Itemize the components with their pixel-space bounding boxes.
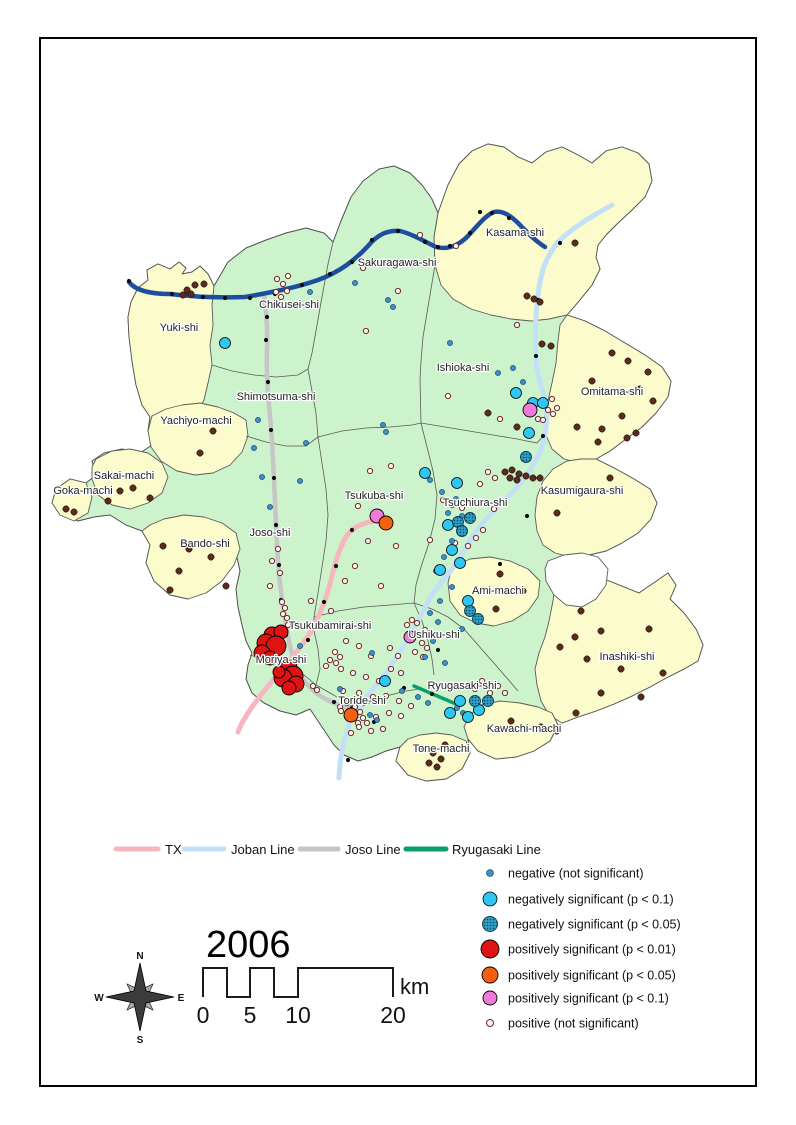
point-neg_ns [297, 478, 302, 483]
point-neg_p05 [483, 696, 494, 707]
point-brown [557, 644, 563, 650]
point-pos_ns [363, 674, 368, 679]
point-brown [595, 439, 601, 445]
point-neg_ns [447, 340, 452, 345]
point-brown [624, 435, 630, 441]
station-dot [277, 563, 281, 567]
point-pos_ns [352, 563, 357, 568]
point-pos_ns [465, 543, 470, 548]
station-dot [223, 296, 227, 300]
point-brown [438, 756, 444, 762]
station-dot [306, 638, 310, 642]
point-neg_ns [449, 538, 454, 543]
municipality-label: Ami-machi [472, 585, 524, 597]
point-neg_ns [390, 304, 395, 309]
point-legend-label: negatively significant (p < 0.1) [508, 892, 674, 907]
point-pos_ns [338, 708, 343, 713]
point-pos_ns [473, 535, 478, 540]
point-neg_p10 [511, 388, 522, 399]
point-brown [514, 424, 520, 430]
municipality-label: Bando-shi [180, 538, 230, 550]
point-pos_ns [386, 710, 391, 715]
point-neg_p10 [463, 712, 474, 723]
point-pos_ns [554, 405, 559, 410]
station-dot [328, 272, 332, 276]
point-legend-icon-pos_p01 [481, 940, 499, 958]
point-pos_p05 [344, 708, 358, 722]
point-neg_ns [255, 417, 260, 422]
point-brown [167, 587, 173, 593]
point-brown [434, 764, 440, 770]
point-legend-label: positively significant (p < 0.01) [508, 942, 676, 957]
point-neg_ns [439, 489, 444, 494]
rail-legend-label: Ryugasaki Line [452, 842, 541, 857]
municipality-label: Kawachi-machi [486, 723, 562, 735]
point-neg_ns [380, 422, 385, 427]
point-neg_p10 [220, 338, 231, 349]
point-pos_ns [363, 328, 368, 333]
municipality-label: Tone-machi [412, 743, 470, 755]
point-brown [638, 694, 644, 700]
point-pos_ns [314, 687, 319, 692]
point-brown [660, 670, 666, 676]
municipality-label: Ushiku-shi [408, 629, 460, 641]
point-pos_ns [393, 543, 398, 548]
point-legend-icon-neg_ns [487, 870, 494, 877]
point-legend-label: negative (not significant) [508, 866, 644, 881]
municipality-label: Tsukubamirai-shi [288, 620, 372, 632]
point-brown [537, 299, 543, 305]
point-brown [192, 282, 198, 288]
point-brown [539, 341, 545, 347]
station-dot [201, 295, 205, 299]
point-pos_ns [480, 527, 485, 532]
point-neg_p10 [538, 398, 549, 409]
rail-legend-label: TX [165, 842, 182, 857]
station-dot [266, 380, 270, 384]
point-brown [71, 509, 77, 515]
station-dot [558, 241, 562, 245]
point-pos_ns [273, 289, 278, 294]
point-neg_ns [415, 694, 420, 699]
compass-south-label: S [136, 1035, 144, 1046]
point-brown [223, 583, 229, 589]
point-neg_ns [352, 280, 357, 285]
station-dot [248, 296, 252, 300]
point-neg_ns [251, 445, 256, 450]
point-brown [105, 498, 111, 504]
point-neg_ns [437, 598, 442, 603]
point-neg_p10 [380, 676, 391, 687]
municipality-label: Yuki-shi [159, 322, 199, 334]
station-dot [468, 231, 472, 235]
point-brown [618, 666, 624, 672]
point-brown [572, 240, 578, 246]
point-neg_ns [495, 370, 500, 375]
municipality-label: Sakai-machi [93, 470, 155, 482]
scale-unit-label: km [400, 974, 430, 999]
point-legend-icon-pos_ns [487, 1020, 494, 1027]
point-legend-label: positive (not significant) [508, 1016, 639, 1031]
point-brown [502, 469, 508, 475]
point-neg_ns [427, 610, 432, 615]
point-brown [147, 495, 153, 501]
station-dot [350, 528, 354, 532]
station-dot [478, 210, 482, 214]
point-brown [514, 477, 520, 483]
point-pos_ns [350, 670, 355, 675]
point-neg_ns [520, 379, 525, 384]
point-pos_ns [282, 605, 287, 610]
point-brown [524, 293, 530, 299]
station-dot [430, 692, 434, 696]
point-pos_ns [550, 411, 555, 416]
point-pos_ns [267, 583, 272, 588]
municipality-label: Ishioka-shi [436, 362, 490, 374]
municipality-label: Tsukuba-shi [344, 490, 404, 502]
point-pos_ns [535, 416, 540, 421]
point-neg_p05 [470, 696, 481, 707]
point-brown [523, 473, 529, 479]
point-brown [531, 296, 537, 302]
point-brown [646, 626, 652, 632]
station-dot [423, 240, 427, 244]
point-brown [210, 428, 216, 434]
point-pos_ns [342, 578, 347, 583]
year-label: 2006 [206, 924, 291, 966]
municipality-label: Omitama-shi [580, 386, 644, 398]
point-pos_ns [355, 503, 360, 508]
point-brown [572, 634, 578, 640]
point-pos_ns [388, 666, 393, 671]
point-legend-icon-pos_p05 [482, 967, 498, 983]
point-neg_p10 [463, 596, 474, 607]
point-pos_ns [337, 654, 342, 659]
point-pos_ns [395, 653, 400, 658]
point-pos_ns [356, 643, 361, 648]
municipality-label: Sakuragawa-shi [357, 257, 437, 269]
point-neg_ns [367, 712, 372, 717]
point-pos_ns [327, 657, 332, 662]
point-legend-label: positively significant (p < 0.05) [508, 968, 676, 983]
point-pos_ns [332, 649, 337, 654]
point-pos_ns [378, 583, 383, 588]
point-neg_ns [445, 510, 450, 515]
point-pos_ns [338, 666, 343, 671]
point-neg_ns [510, 365, 515, 370]
point-brown [650, 398, 656, 404]
station-dot [541, 434, 545, 438]
point-pos_p01 [282, 681, 296, 695]
point-neg_p10 [445, 708, 456, 719]
municipality-label: Goka-machi [53, 485, 113, 497]
point-pos_ns [453, 243, 458, 248]
point-brown [208, 554, 214, 560]
point-pos_ns [445, 393, 450, 398]
point-legend-label: positively significant (p < 0.1) [508, 991, 669, 1006]
point-legend-icon-neg_p05 [483, 917, 498, 932]
point-pos_ns [328, 608, 333, 613]
point-brown [201, 281, 207, 287]
point-brown [599, 426, 605, 432]
point-brown [197, 450, 203, 456]
point-neg_ns [422, 654, 427, 659]
point-brown [530, 475, 536, 481]
point-brown [619, 413, 625, 419]
scale-tick-label: 10 [285, 1002, 311, 1028]
point-pos_ns [396, 698, 401, 703]
municipality-label: Tsuchiura-shi [442, 497, 508, 509]
point-pos_ns [380, 726, 385, 731]
point-pos_ns [417, 232, 422, 237]
station-dot [436, 245, 440, 249]
point-brown [548, 343, 554, 349]
point-legend-label: negatively significant (p < 0.05) [508, 917, 681, 932]
point-pos_ns [280, 281, 285, 286]
point-pos_ns [279, 599, 284, 604]
station-dot [170, 292, 174, 296]
point-pos_ns [395, 288, 400, 293]
point-neg_ns [441, 554, 446, 559]
point-pos_ns [285, 273, 290, 278]
point-neg_ns [369, 650, 374, 655]
municipality-label: Joso-shi [249, 527, 291, 539]
point-pos_ns [540, 417, 545, 422]
station-dot [269, 428, 273, 432]
point-brown [497, 571, 503, 577]
point-pos_ns [514, 322, 519, 327]
point-pos_ns [367, 468, 372, 473]
point-pos_ns [414, 620, 419, 625]
station-dot [127, 279, 131, 283]
point-neg_p10 [420, 468, 431, 479]
point-brown [573, 710, 579, 716]
point-pos_ns [308, 598, 313, 603]
station-dot [332, 700, 336, 704]
point-pos_ns [492, 475, 497, 480]
scale-tick-label: 0 [196, 1002, 210, 1028]
municipality-label: Chikusei-shi [259, 299, 319, 311]
point-brown [598, 690, 604, 696]
point-neg_p10 [447, 545, 458, 556]
municipality-label: Inashiki-shi [599, 651, 655, 663]
point-brown [176, 568, 182, 574]
point-brown [633, 430, 639, 436]
point-brown [625, 358, 631, 364]
municipality-label: Moriya-shi [255, 654, 307, 666]
station-dot [498, 562, 502, 566]
point-brown [63, 506, 69, 512]
point-pos_ns [269, 558, 274, 563]
point-pos_ns [284, 288, 289, 293]
point-neg_ns [303, 440, 308, 445]
station-dot [490, 211, 494, 215]
point-neg_ns [307, 289, 312, 294]
point-pos_ns [368, 728, 373, 733]
station-dot [396, 229, 400, 233]
point-pos_ns [360, 715, 365, 720]
point-brown [507, 475, 513, 481]
station-dot [525, 514, 529, 518]
rail-legend-label: Joban Line [231, 842, 295, 857]
point-pos_ns [277, 570, 282, 575]
point-pos_ns [348, 730, 353, 735]
station-dot [265, 315, 269, 319]
station-dot [448, 244, 452, 248]
point-pos_ns [408, 703, 413, 708]
point-neg_ns [337, 686, 342, 691]
point-pos_ns [333, 660, 338, 665]
station-dot [264, 338, 268, 342]
point-brown [117, 488, 123, 494]
point-neg_p10 [452, 478, 463, 489]
point-pos_ns [398, 670, 403, 675]
station-dot [370, 238, 374, 242]
station-dot [436, 648, 440, 652]
point-brown [516, 471, 522, 477]
point-pos_ns [365, 538, 370, 543]
point-neg_ns [385, 297, 390, 302]
municipality-label: Shimotsuma-shi [236, 391, 316, 403]
station-dot [334, 564, 338, 568]
point-neg_ns [459, 626, 464, 631]
municipality-label: Ryugasaki-shi [427, 680, 497, 692]
point-brown [188, 291, 194, 297]
point-pos_ns [545, 407, 550, 412]
municipality-label: Yachiyo-machi [160, 415, 232, 427]
point-legend-icon-pos_p10 [483, 991, 497, 1005]
point-pos_ns [343, 638, 348, 643]
point-neg_p05 [465, 513, 476, 524]
point-brown [493, 606, 499, 612]
point-pos_ns [404, 622, 409, 627]
point-pos_p10 [523, 403, 537, 417]
point-pos_ns [274, 276, 279, 281]
compass-west-label: W [94, 993, 104, 1004]
point-pos_p01 [273, 666, 285, 678]
point-neg_p10 [435, 565, 446, 576]
point-brown [130, 485, 136, 491]
station-dot [346, 758, 350, 762]
point-brown [607, 475, 613, 481]
point-brown [584, 656, 590, 662]
point-brown [578, 608, 584, 614]
point-brown [509, 467, 515, 473]
station-dot [350, 260, 354, 264]
rail-legend-label: Joso Line [345, 842, 401, 857]
point-neg_p10 [455, 696, 466, 707]
point-brown [485, 410, 491, 416]
point-neg_ns [267, 504, 272, 509]
point-neg_ns [374, 717, 379, 722]
municipality-label: Toride-shi [338, 695, 386, 707]
point-pos_ns [419, 640, 424, 645]
point-brown [180, 292, 186, 298]
scale-tick-label: 5 [243, 1002, 257, 1028]
point-pos_ns [398, 713, 403, 718]
point-neg_p10 [455, 558, 466, 569]
station-dot [272, 476, 276, 480]
point-pos_ns [424, 645, 429, 650]
point-pos_ns [485, 469, 490, 474]
point-neg_p05 [457, 526, 468, 537]
point-brown [160, 543, 166, 549]
point-neg_ns [427, 477, 432, 482]
point-brown [645, 369, 651, 375]
point-pos_p05 [379, 516, 393, 530]
point-pos_ns [409, 617, 414, 622]
station-dot [534, 354, 538, 358]
station-dot [300, 283, 304, 287]
point-pos_ns [549, 396, 554, 401]
point-brown [574, 424, 580, 430]
compass-east-label: E [177, 993, 185, 1004]
point-neg_ns [442, 660, 447, 665]
point-neg_p05 [521, 452, 532, 463]
point-neg_ns [383, 429, 388, 434]
station-dot [507, 216, 511, 220]
point-pos_ns [388, 463, 393, 468]
point-brown [589, 378, 595, 384]
point-pos_ns [427, 537, 432, 542]
point-brown [598, 628, 604, 634]
municipality-label: Kasama-shi [485, 227, 545, 239]
point-pos_ns [387, 645, 392, 650]
point-pos_ns [477, 481, 482, 486]
point-neg_ns [399, 688, 404, 693]
point-neg_p10 [524, 428, 535, 439]
point-pos_ns [412, 649, 417, 654]
point-neg_ns [297, 643, 302, 648]
point-brown [426, 760, 432, 766]
station-dot [322, 600, 326, 604]
scale-tick-label: 20 [380, 1002, 406, 1028]
compass-north-label: N [136, 951, 144, 962]
point-pos_ns [356, 724, 361, 729]
point-pos_ns [502, 690, 507, 695]
point-neg_ns [425, 700, 430, 705]
point-neg_p10 [443, 520, 454, 531]
point-pos_ns [364, 720, 369, 725]
point-neg_ns [449, 584, 454, 589]
point-pos_ns [275, 546, 280, 551]
point-neg_p05 [473, 614, 484, 625]
point-pos_ns [497, 416, 502, 421]
point-brown [609, 350, 615, 356]
point-legend-icon-neg_p10 [483, 892, 497, 906]
point-brown [537, 475, 543, 481]
point-pos_ns [323, 663, 328, 668]
point-neg_ns [259, 474, 264, 479]
point-neg_ns [435, 619, 440, 624]
point-brown [554, 510, 560, 516]
municipality-label: Kasumigaura-shi [540, 485, 624, 497]
